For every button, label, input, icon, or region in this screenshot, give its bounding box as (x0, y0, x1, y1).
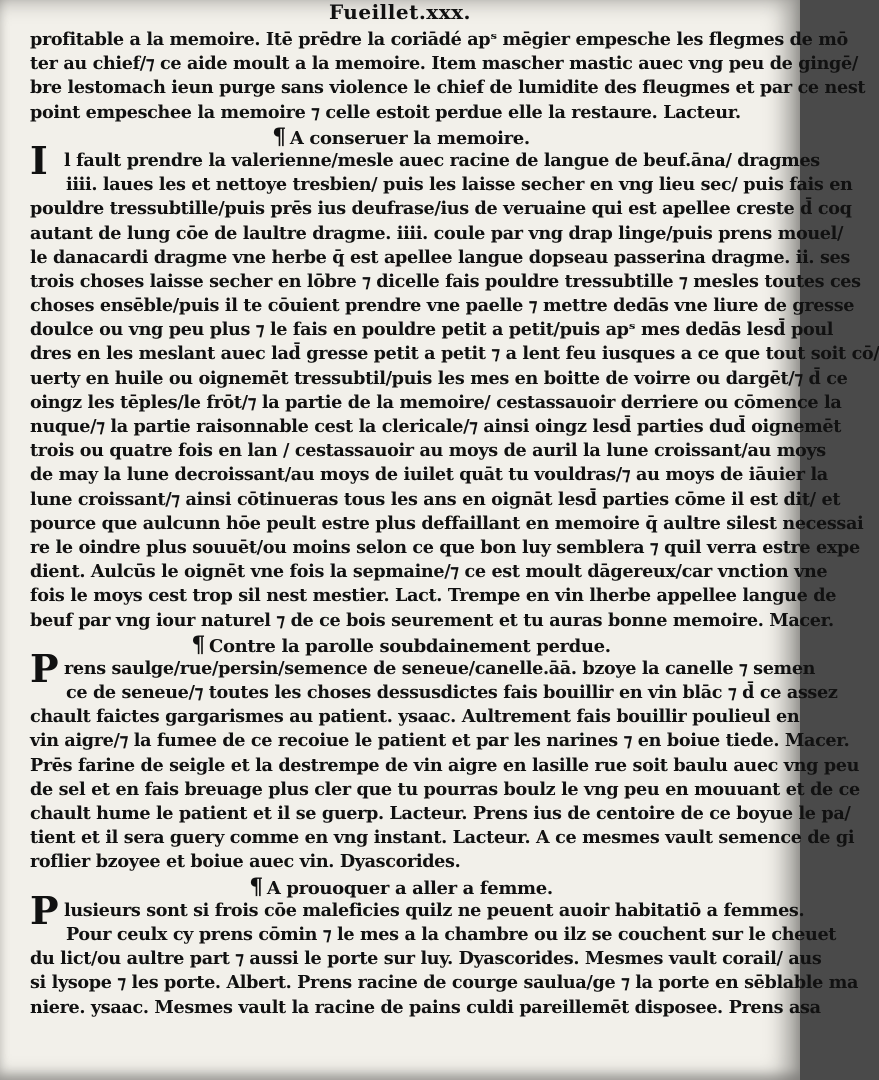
text-line (30, 463, 828, 487)
text-line (30, 802, 851, 826)
text-line (30, 173, 853, 197)
text-line-content: profitable a la memoire. Itē prēdre la coriādé apˢ mēgier empesche les flegmes de mō (30, 29, 848, 50)
text-line (30, 318, 834, 342)
text-line (30, 76, 866, 100)
text-line-content: ter au chief/⁊ ce aide moult a la memoire. Item mascher mastic auec vng peu de gingē/ (30, 53, 858, 75)
text-line (30, 584, 837, 608)
text-line-content: bre lestomach ieun purge sans violence le chief de lumidite des fleugmes et par ce nest (30, 77, 866, 99)
text-line (30, 415, 842, 439)
text-line-content: de sel et en fais breuage plus cler que tu pourras boulz le vng peu en mouuant et de ce (30, 778, 860, 800)
text-line-content: chault hume le patient et il se guerp. Lacteur. Prens ius de centoire de ce boyue le pa/ (30, 803, 851, 824)
text-line (30, 391, 842, 415)
text-line (30, 137, 820, 183)
text-line-content: choses ensēble/puis il te cōuient prendre vne paelle ⁊ mettre dedās vne liure de gresse (30, 295, 855, 317)
text-line (30, 947, 822, 971)
text-line-content: si lysope ⁊ les porte. Albert. Prens racine de courge saulua/ge ⁊ la porte en sēblable ma (30, 972, 859, 994)
text-line (30, 512, 864, 536)
text-line-content: roflier bzoyee et boiue auec vin. Dyascorides. (30, 851, 461, 873)
text-line-content: lune croissant/⁊ ainsi cōtinueras tous les ans en oignāt lesd̄ parties cōme il est dit/ et (30, 488, 841, 510)
text-line (30, 488, 841, 512)
text-line-content: Prēs farine de seigle et la destrempe de vin aigre en lasille rue soit baulu auec vng peu (30, 754, 860, 776)
text-line-content: ce de seneue/⁊ toutes les choses dessusdictes fais bouillir en vin blāc ⁊ d̄ ce assez (66, 682, 838, 704)
text-line-content: Pour ceulx cy prens cōmin ⁊ le mes a la chambre ou ilz se couchent sur le cheuet (66, 923, 837, 945)
text-line-content: nuque/⁊ la partie raisonnable cest la clericale/⁊ ainsi oingz lesd̄ parties dud̄ oignemēt (30, 416, 842, 437)
text-line-content: niere. ysaac. Mesmes vault la racine de pains culdi pareillemēt disposee. Prens asa (30, 996, 821, 1018)
text-line-content: trois ou quatre fois en lan / cestassauoir au moys de auril la lune croissant/au moys (30, 440, 826, 462)
text-line (30, 609, 834, 633)
folio-number: Fueillet.xxx. (328, 0, 472, 24)
text-body (30, 28, 879, 1020)
text-line (30, 101, 772, 125)
text-line (30, 754, 860, 778)
text-line (30, 826, 855, 850)
drop-initial: P (30, 887, 59, 933)
text-line-content: pource que aulcunn hōe peult estre plus deffaillant en memoire q̄ aultre silest necessai (30, 512, 864, 534)
text-line (30, 887, 805, 933)
text-line (30, 536, 860, 560)
text-line (30, 28, 848, 52)
text-line (30, 645, 816, 691)
paragraph-memoire-end (30, 28, 866, 125)
text-line-content: dres en les meslant auec lad̄ gresse petit a petit ⁊ a lent feu iusques a ce que tout soit cō/ (30, 343, 879, 365)
text-line-content: doulce ou vng peu plus ⁊ le fais en pouldre petit a petit/puis apˢ mes dedās lesd̄ poul (30, 319, 834, 341)
paragraph-conseruer-memoire (30, 137, 879, 633)
text-line (30, 197, 852, 221)
text-line (30, 342, 879, 366)
text-line (30, 222, 844, 246)
text-line (30, 850, 772, 874)
text-line-content: beuf par vng iour naturel ⁊ de ce bois seurement et tu auras bonne memoire. Macer. (30, 609, 834, 631)
text-line-content: du lict/ou aultre part ⁊ aussi le porte sur luy. Dyascorides. Mesmes vault corail/ aus (30, 948, 822, 970)
text-line-content: lusieurs sont si frois cōe maleficies quilz ne peuent auoir habitatiō a femmes. (64, 899, 805, 921)
text-line-content: iiii. laues les et nettoye tresbien/ puis les laisse secher en vng lieu sec/ puis fais en (66, 174, 853, 196)
text-line (30, 367, 848, 391)
drop-initial: P (30, 645, 59, 691)
text-line (30, 246, 850, 270)
text-line (30, 923, 837, 947)
text-line (30, 52, 858, 76)
text-line-content: trois choses laisse secher en lōbre ⁊ dicelle fais pouldre tressubtille ⁊ mesles toutes ces (30, 270, 861, 292)
text-line (30, 729, 850, 753)
text-line-content: le danacardi dragme vne herbe q̄ est apellee langue dopseau passerina dragme. ii. ses (30, 246, 850, 268)
text-line (30, 971, 859, 995)
text-line-content: l fault prendre la valerienne/mesle auec racine de langue de beuf.āna/ dragmes (64, 149, 820, 171)
section-heading: ¶ A conseruer la memoire. (272, 123, 530, 150)
text-line-content: vin aigre/⁊ la fumee de ce recoiue le patient et par les narines ⁊ en boiue tiede. Macer. (30, 730, 850, 752)
drop-initial: I (30, 137, 48, 183)
text-line-content: pouldre tressubtille/puis prēs ius deufrase/ius de veruaine qui est apellee creste d̄ coq (30, 198, 852, 220)
text-line-content: uerty en huile ou oignemēt tressubtil/puis les mes en boitte de voirre ou dargēt/⁊ d̄ ce (30, 367, 848, 389)
text-line (30, 681, 838, 705)
text-line (30, 439, 826, 463)
text-line-content: rens saulge/rue/persin/semence de seneue/canelle.āā. bzoye la canelle ⁊ semen (64, 657, 816, 679)
text-line-content: fois le moys cest trop sil nest mestier. Lact. Trempe en vin lherbe appellee langue de (30, 585, 837, 607)
text-line (30, 778, 860, 802)
text-line-content: de may la lune decroissant/au moys de iuilet quāt tu vouldras/⁊ au moys de iāuier la (30, 464, 828, 486)
paragraph-parolle-perdue (30, 645, 860, 875)
text-line (30, 560, 828, 584)
paragraph-prouoquer (30, 887, 859, 1020)
text-line (30, 270, 861, 294)
text-line-content: oingz les tēples/le frōt/⁊ la partie de la memoire/ cestassauoir derriere ou cōmence la (30, 391, 842, 413)
text-line-content: re le oindre plus souuēt/ou moins selon ce que bon luy semblera ⁊ quil verra estre expe (30, 536, 860, 558)
text-line (30, 705, 800, 729)
pilcrow-icon: ¶ (249, 873, 263, 900)
pilcrow-icon: ¶ (191, 631, 205, 658)
text-line-content: point empeschee la memoire ⁊ celle estoit perdue elle la restaure. Lacteur. (30, 101, 741, 123)
text-line-content: autant de lung cōe de laultre dragme. iiii. coule par vng drap linge/puis prens mouel/ (30, 222, 844, 244)
text-line (30, 294, 855, 318)
text-line-content: tient et il sera guery comme en vng instant. Lacteur. A ce mesmes vault semence de gi (30, 827, 855, 849)
text-line-content: chault faictes gargarismes au patient. ysaac. Aultrement fais bouillir poulieul en (30, 706, 800, 728)
text-line-content: dient. Aulcūs le oignēt vne fois la sepmaine/⁊ ce est moult dāgereux/car vnction vne (30, 561, 828, 583)
pilcrow-icon: ¶ (272, 123, 286, 150)
section-heading: ¶ A prouoquer a aller a femme. (249, 873, 553, 900)
text-line (30, 996, 821, 1020)
section-heading: ¶ Contre la parolle soubdainement perdue. (191, 631, 611, 658)
